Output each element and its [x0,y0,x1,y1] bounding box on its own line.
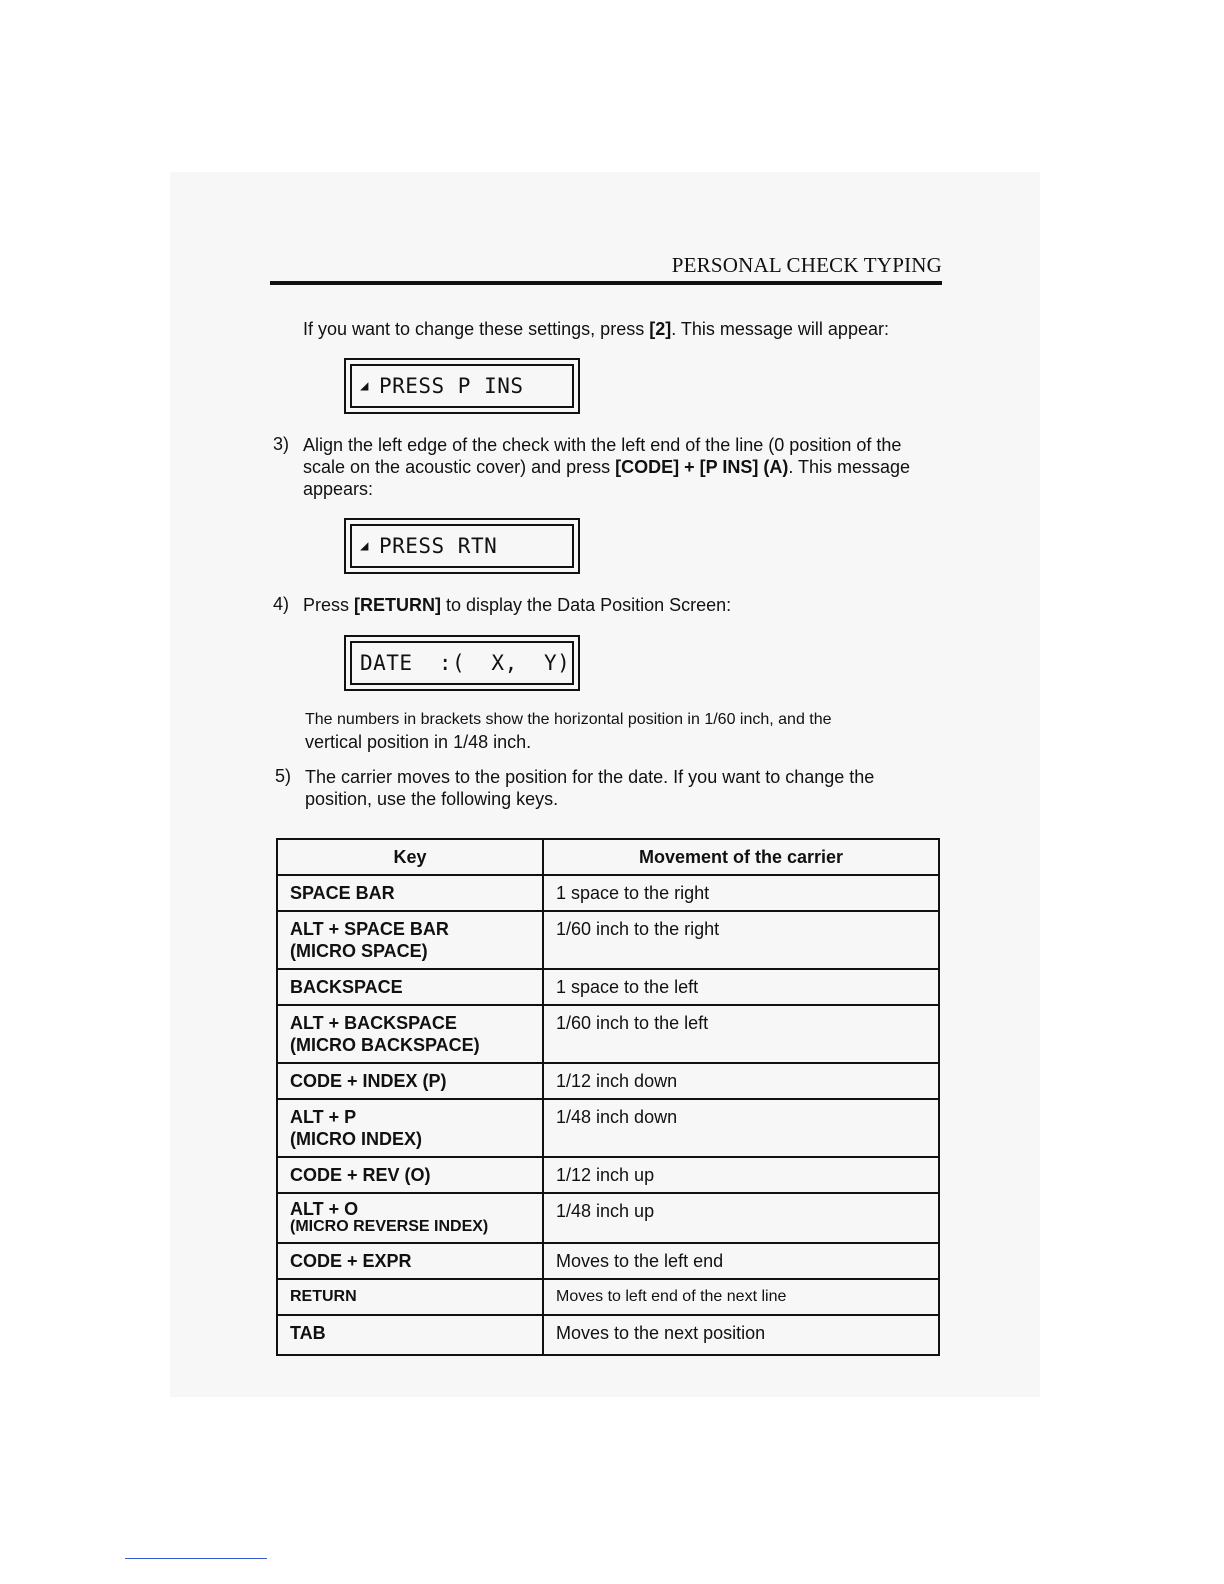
column-header-key: Key [277,839,543,875]
lcd-display-press-rtn [344,518,580,574]
page-header-title: PERSONAL CHECK TYPING [671,253,942,277]
step-5-paragraph: The carrier moves to the position for the date. If you want to change the position, use the following keys. [305,767,875,809]
intro-text-before: If you want to change these settings, press [303,319,650,339]
table-row [277,911,939,969]
table-header-row [277,839,939,875]
movement-cell: 1/48 inch up [543,1193,939,1243]
step-3-keys: [CODE] + [P INS] (A) [615,457,789,477]
key-cell: ALT + P (MICRO INDEX) [277,1099,543,1157]
key-cell: TAB [277,1315,543,1355]
table-row [277,1157,939,1193]
key-cell: RETURN [277,1279,543,1315]
key-cell: CODE + EXPR [277,1243,543,1279]
movement-cell: 1/12 inch down [543,1063,939,1099]
step-3-text-after: . This message appears: [303,457,911,499]
step-3-paragraph [303,434,943,500]
movement-cell: 1/12 inch up [543,1157,939,1193]
table-row [277,1005,939,1063]
table-row [277,969,939,1005]
intro-key: [2] [649,319,672,339]
movement-cell: 1/48 inch down [543,1099,939,1157]
movement-cell: 1/60 inch to the right [543,911,939,969]
key-cell: ALT + BACKSPACE (MICRO BACKSPACE) [277,1005,543,1063]
lcd-cursor-icon: ◢ [360,378,369,394]
note-line-1: The numbers in brackets show the horizontal position in 1/60 inch, and the [305,711,832,728]
table-row [277,1193,939,1243]
key-cell: BACKSPACE [277,969,543,1005]
table-row [277,1243,939,1279]
intro-text-after: . This message will appear: [671,319,889,339]
footer-rule [125,1558,267,1559]
movement-cell: Moves to left end of the next line [543,1279,939,1315]
header-rule [270,281,942,285]
key-cell: ALT + SPACE BAR (MICRO SPACE) [277,911,543,969]
step-number: 5) [275,766,292,786]
key-cell: SPACE BAR [277,875,543,911]
step-4-text-before: Press [303,595,355,615]
key-movement-table [276,838,940,1356]
movement-cell: Moves to the next position [543,1315,939,1355]
key-cell: CODE + REV (O) [277,1157,543,1193]
movement-cell: 1 space to the right [543,875,939,911]
movement-cell: Moves to the left end [543,1243,939,1279]
column-header-movement: Movement of the carrier [543,839,939,875]
step-4-text-after: to display the Data Position Screen: [441,595,732,615]
lcd-text: PRESS P INS [378,374,524,398]
step-4-paragraph [303,594,943,616]
table-row [277,1315,939,1355]
table-row [277,1099,939,1157]
key-cell: ALT + O (MICRO REVERSE INDEX) [277,1193,543,1243]
note-line-2: vertical position in 1/48 inch. [305,732,532,752]
table-row [277,1063,939,1099]
movement-cell: 1 space to the left [543,969,939,1005]
step-4-key: [RETURN] [354,595,442,615]
table-row [277,875,939,911]
table-row [277,1279,939,1315]
step-number: 4) [273,594,290,614]
lcd-display-press-p-ins [344,358,580,414]
intro-paragraph [303,318,943,340]
lcd-text: PRESS RTN [378,534,498,558]
lcd-display-date [344,635,580,691]
lcd-text: DATE :( X, Y) [360,651,571,675]
step-number: 3) [273,434,290,454]
movement-cell: 1/60 inch to the left [543,1005,939,1063]
key-cell: CODE + INDEX (P) [277,1063,543,1099]
lcd-cursor-icon: ◢ [360,538,369,554]
step-3-text-before: Align the left edge of the check with the left end of the line (0 position of the scale on the acoustic cover) and press [303,435,902,477]
